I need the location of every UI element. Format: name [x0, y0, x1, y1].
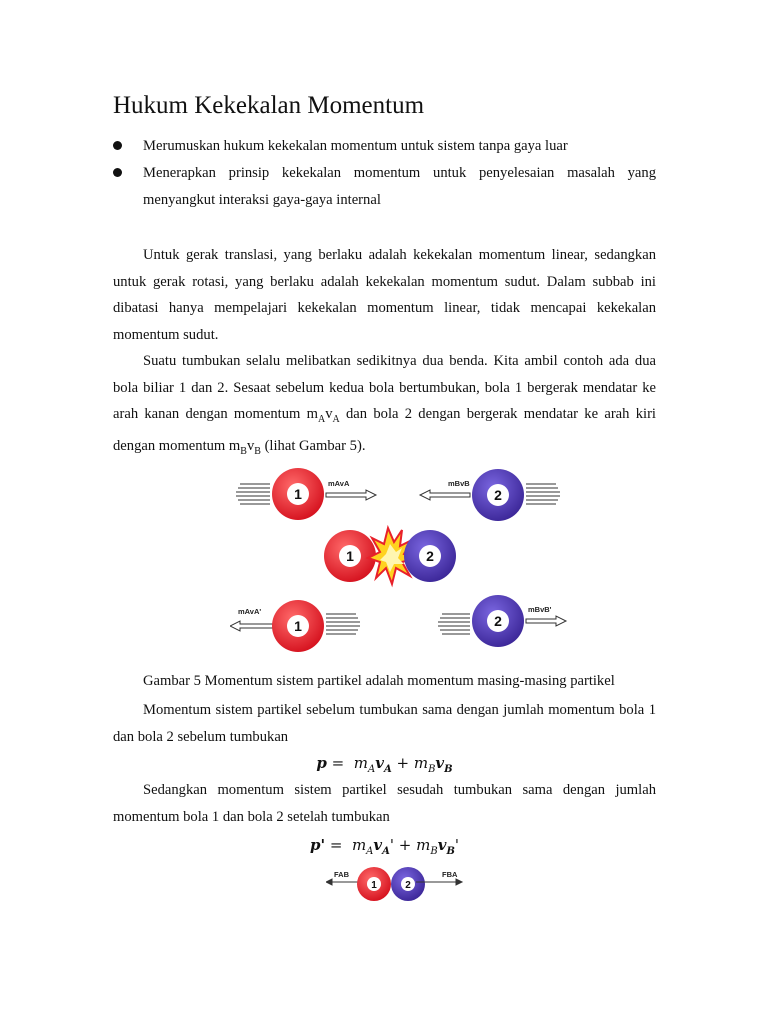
ball-2-after: [472, 595, 524, 647]
bullet-item: Menerapkan prinsip kekekalan momentum untuk penyelesaian masalah yang menyangkut interaksi gaya-gaya internal: [113, 160, 656, 213]
svg-text:2: 2: [494, 487, 502, 503]
collision-figure: [230, 464, 580, 654]
svg-text:2: 2: [426, 548, 434, 564]
speed-lines: [326, 614, 360, 634]
arrow-left-icon: [420, 490, 470, 500]
arrow-left-icon: [230, 621, 274, 631]
figure-caption: Gambar 5 Momentum sistem partikel adalah momentum masing-masing partikel: [143, 673, 615, 689]
label-mava-after: mAvA': [238, 607, 262, 616]
bullet-dot-icon: [113, 168, 122, 177]
bullet-dot-icon: [113, 141, 122, 150]
arrow-right-icon: [326, 490, 376, 500]
label-mava: mAvA: [328, 479, 350, 488]
svg-text:1: 1: [294, 618, 302, 634]
equation-2: $p' = m_Av_A' + m_Bv_B'$: [309, 836, 460, 857]
ball-2-collision: [404, 530, 456, 582]
label-fab: FAB: [334, 870, 349, 879]
svg-text:2: 2: [494, 613, 502, 629]
ball-2-before: [472, 469, 524, 521]
paragraph-3: Momentum sistem partikel sebelum tumbukan sama dengan jumlah momentum bola 1 dan bola 2 sebelum tumbukan: [113, 702, 656, 745]
paragraph-4: Sedangkan momentum sistem partikel sesudah tumbukan sama dengan jumlah momentum bola 1 dan bola 2 setelah tumbukan: [113, 782, 656, 825]
speed-lines: [438, 614, 470, 634]
svg-text:1: 1: [371, 880, 377, 891]
ball-2-small: [391, 867, 425, 901]
page-title: Hukum Kekekalan Momentum: [113, 92, 425, 119]
equation-1: $p = m_Av_A + m_Bv_B$: [316, 754, 453, 775]
ball-1-small: [357, 867, 391, 901]
svg-text:2: 2: [405, 880, 411, 891]
force-figure: [326, 864, 466, 904]
label-mbvb: mBvB: [448, 479, 470, 488]
svg-text:1: 1: [294, 486, 302, 502]
speed-lines: [236, 484, 270, 504]
ball-1-after: [272, 600, 324, 652]
paragraph-1: Untuk gerak translasi, yang berlaku adalah kekekalan momentum linear, sedangkan untuk gerak rotasi, yang berlaku adalah kekekalan momentum sudut. Dalam subbab ini dibatasi hanya mempelajari kekekalan momentum linear, tidak mencapai kekekalan momentum sudut.: [113, 247, 656, 343]
ball-1-before: [272, 468, 324, 520]
arrow-right-icon: [526, 616, 566, 626]
svg-text:1: 1: [346, 548, 354, 564]
label-mbvb-after: mBvB': [528, 605, 552, 614]
speed-lines: [526, 484, 560, 504]
ball-1-collision: [324, 530, 376, 582]
paragraph-2: Suatu tumbukan selalu melibatkan sedikitnya dua benda. Kita ambil contoh ada dua bola biliar 1 dan 2. Sesaat sebelum kedua bola bertumbukan, bola 1 bergerak mendatar ke arah kanan dengan momentum $m_Av_A$ dan bola 2 dengan bergerak mendatar ke arah kiri dengan momentum $m_Bv_B$ (lihat Gambar 5).: [113, 353, 656, 458]
bullet-item: Merumuskan hukum kekekalan momentum untuk sistem tanpa gaya luar: [113, 133, 656, 160]
label-fba: FBA: [442, 870, 458, 879]
